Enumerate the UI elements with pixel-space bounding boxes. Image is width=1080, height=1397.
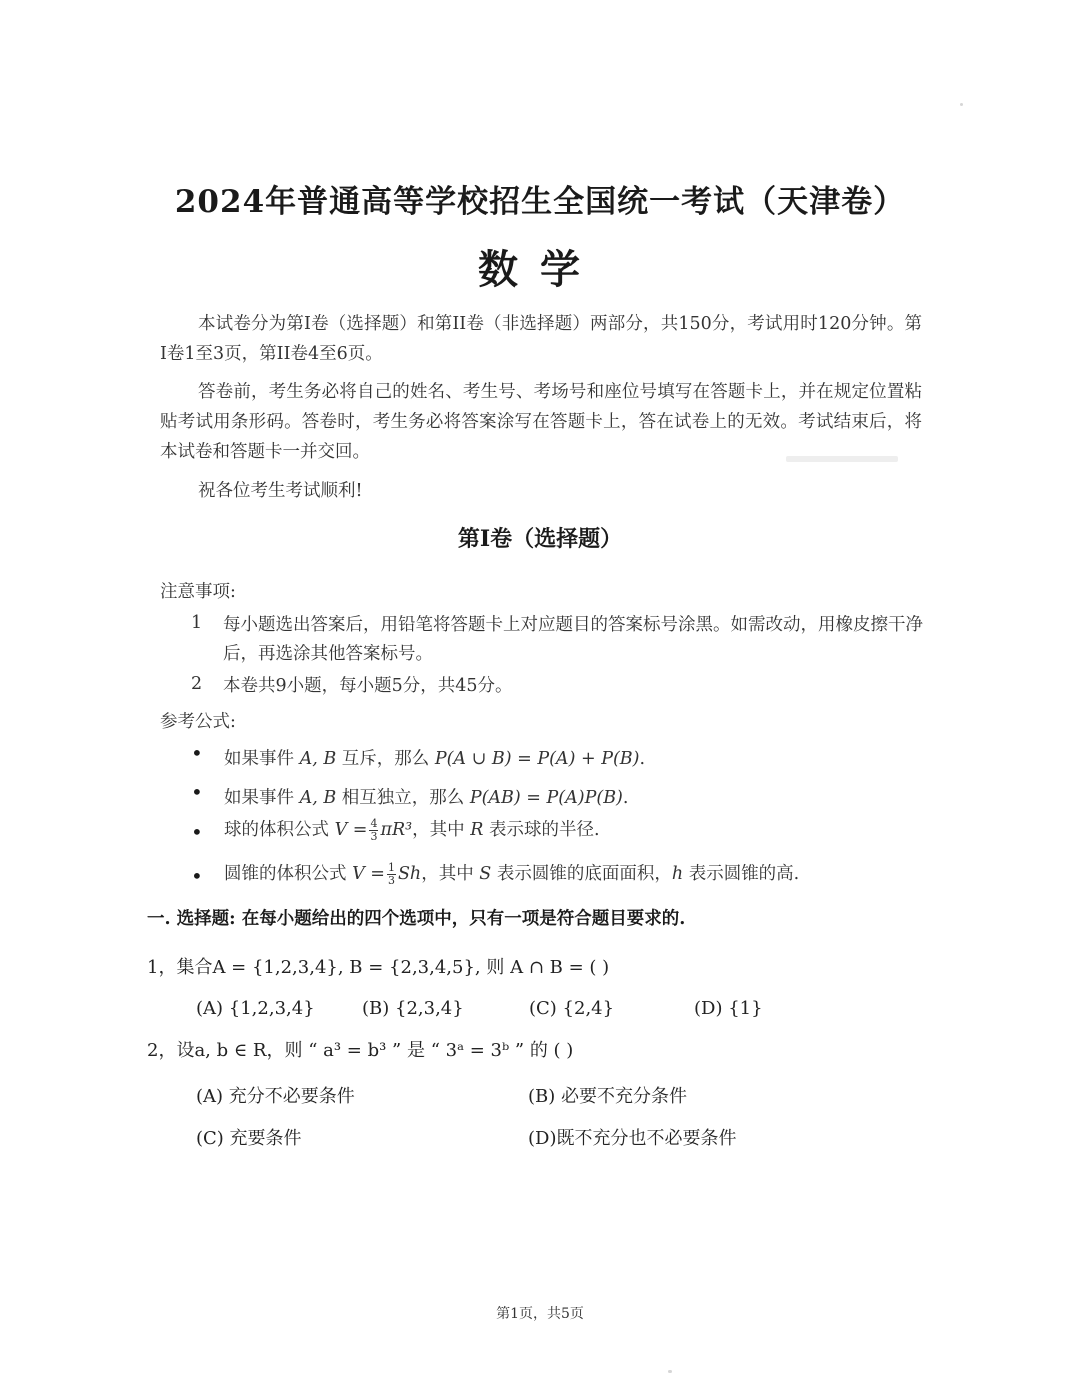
note-number: 1 (191, 613, 203, 633)
scan-speck (668, 1370, 672, 1373)
bullet-icon: • (191, 820, 203, 844)
formula-sphere-volume: 球的体积公式 V = $\frac{4}{3}$ πR³，其中 R 表示球的半径. (224, 817, 600, 843)
note-text: 本卷共9小题，每小题5分，共45分。 (223, 676, 513, 696)
fraction: $\frac{1}{3}$ (387, 861, 395, 887)
scan-speck (960, 103, 963, 106)
formula-cone-volume: 圆锥的体积公式 V = $\frac{1}{3}$ Sh，其中 S 表示圆锥的底面面积，h 表示圆锥的高. (224, 861, 800, 887)
question-stem: 1，集合A = {1,2,3,4}, B = {2,3,4,5}, 则 A ∩ B = ( ) (147, 957, 610, 978)
option-a: (A) {1,2,3,4} (196, 998, 315, 1019)
formula-exclusive-events: 如果事件 A, B 互斥，那么 P(A ∪ B) = P(A) + P(B). (224, 749, 646, 769)
formulas-label: 参考公式: (160, 712, 236, 732)
wish-text: 祝各位考生考试顺利! (198, 481, 363, 501)
question-stem: 2，设a, b ∈ R，则 “ a³ = b³ ” 是 “ 3ᵃ = 3ᵇ ” 的 ( ) (147, 1040, 574, 1061)
notes-label: 注意事项: (160, 582, 236, 602)
bullet-icon: • (191, 864, 203, 888)
exam-title: 2024年普通高等学校招生全国统一考试（天津卷） (174, 184, 906, 220)
intro-paragraph-1: 本试卷分为第I卷（选择题）和第II卷（非选择题）两部分，共150分，考试用时120分钟。第I卷1至3页，第II卷4至6页。 (160, 314, 922, 364)
formula-independent-events: 如果事件 A, B 相互独立，那么 P(AB) = P(A)P(B). (224, 788, 629, 808)
intro-paragraph-2: 答卷前，考生务必将自己的姓名、考生号、考场号和座位号填写在答题卡上，并在规定位置粘贴考试用条形码。答卷时，考生务必将答案涂写在答题卡上，答在试卷上的无效。考试结束后，将本试卷和答题卡一并交回。 (160, 382, 922, 462)
bullet-icon: • (191, 780, 203, 804)
option-d: (D)既不充分也不必要条件 (528, 1128, 737, 1149)
option-a: (A) 充分不必要条件 (196, 1086, 355, 1107)
fraction: $\frac{4}{3}$ (370, 817, 378, 843)
part-heading: 一. 选择题: 在每小题给出的四个选项中，只有一项是符合题目要求的. (147, 909, 686, 929)
scan-smudge (786, 456, 898, 462)
subject-heading: 数学 (478, 246, 602, 293)
option-b: (B) {2,3,4} (362, 998, 464, 1019)
page-footer: 第1页，共5页 (496, 1306, 584, 1322)
bullet-icon: • (191, 741, 203, 765)
option-b: (B) 必要不充分条件 (528, 1086, 687, 1107)
note-number: 2 (191, 674, 203, 694)
option-d: (D) {1} (694, 998, 763, 1019)
note-text: 每小题选出答案后，用铅笔将答题卡上对应题目的答案标号涂黑。如需改动，用橡皮擦干净后，再选涂其他答案标号。 (223, 615, 923, 664)
option-c: (C) 充要条件 (196, 1128, 302, 1149)
section-heading: 第I卷（选择题） (457, 526, 623, 552)
option-c: (C) {2,4} (529, 998, 615, 1019)
